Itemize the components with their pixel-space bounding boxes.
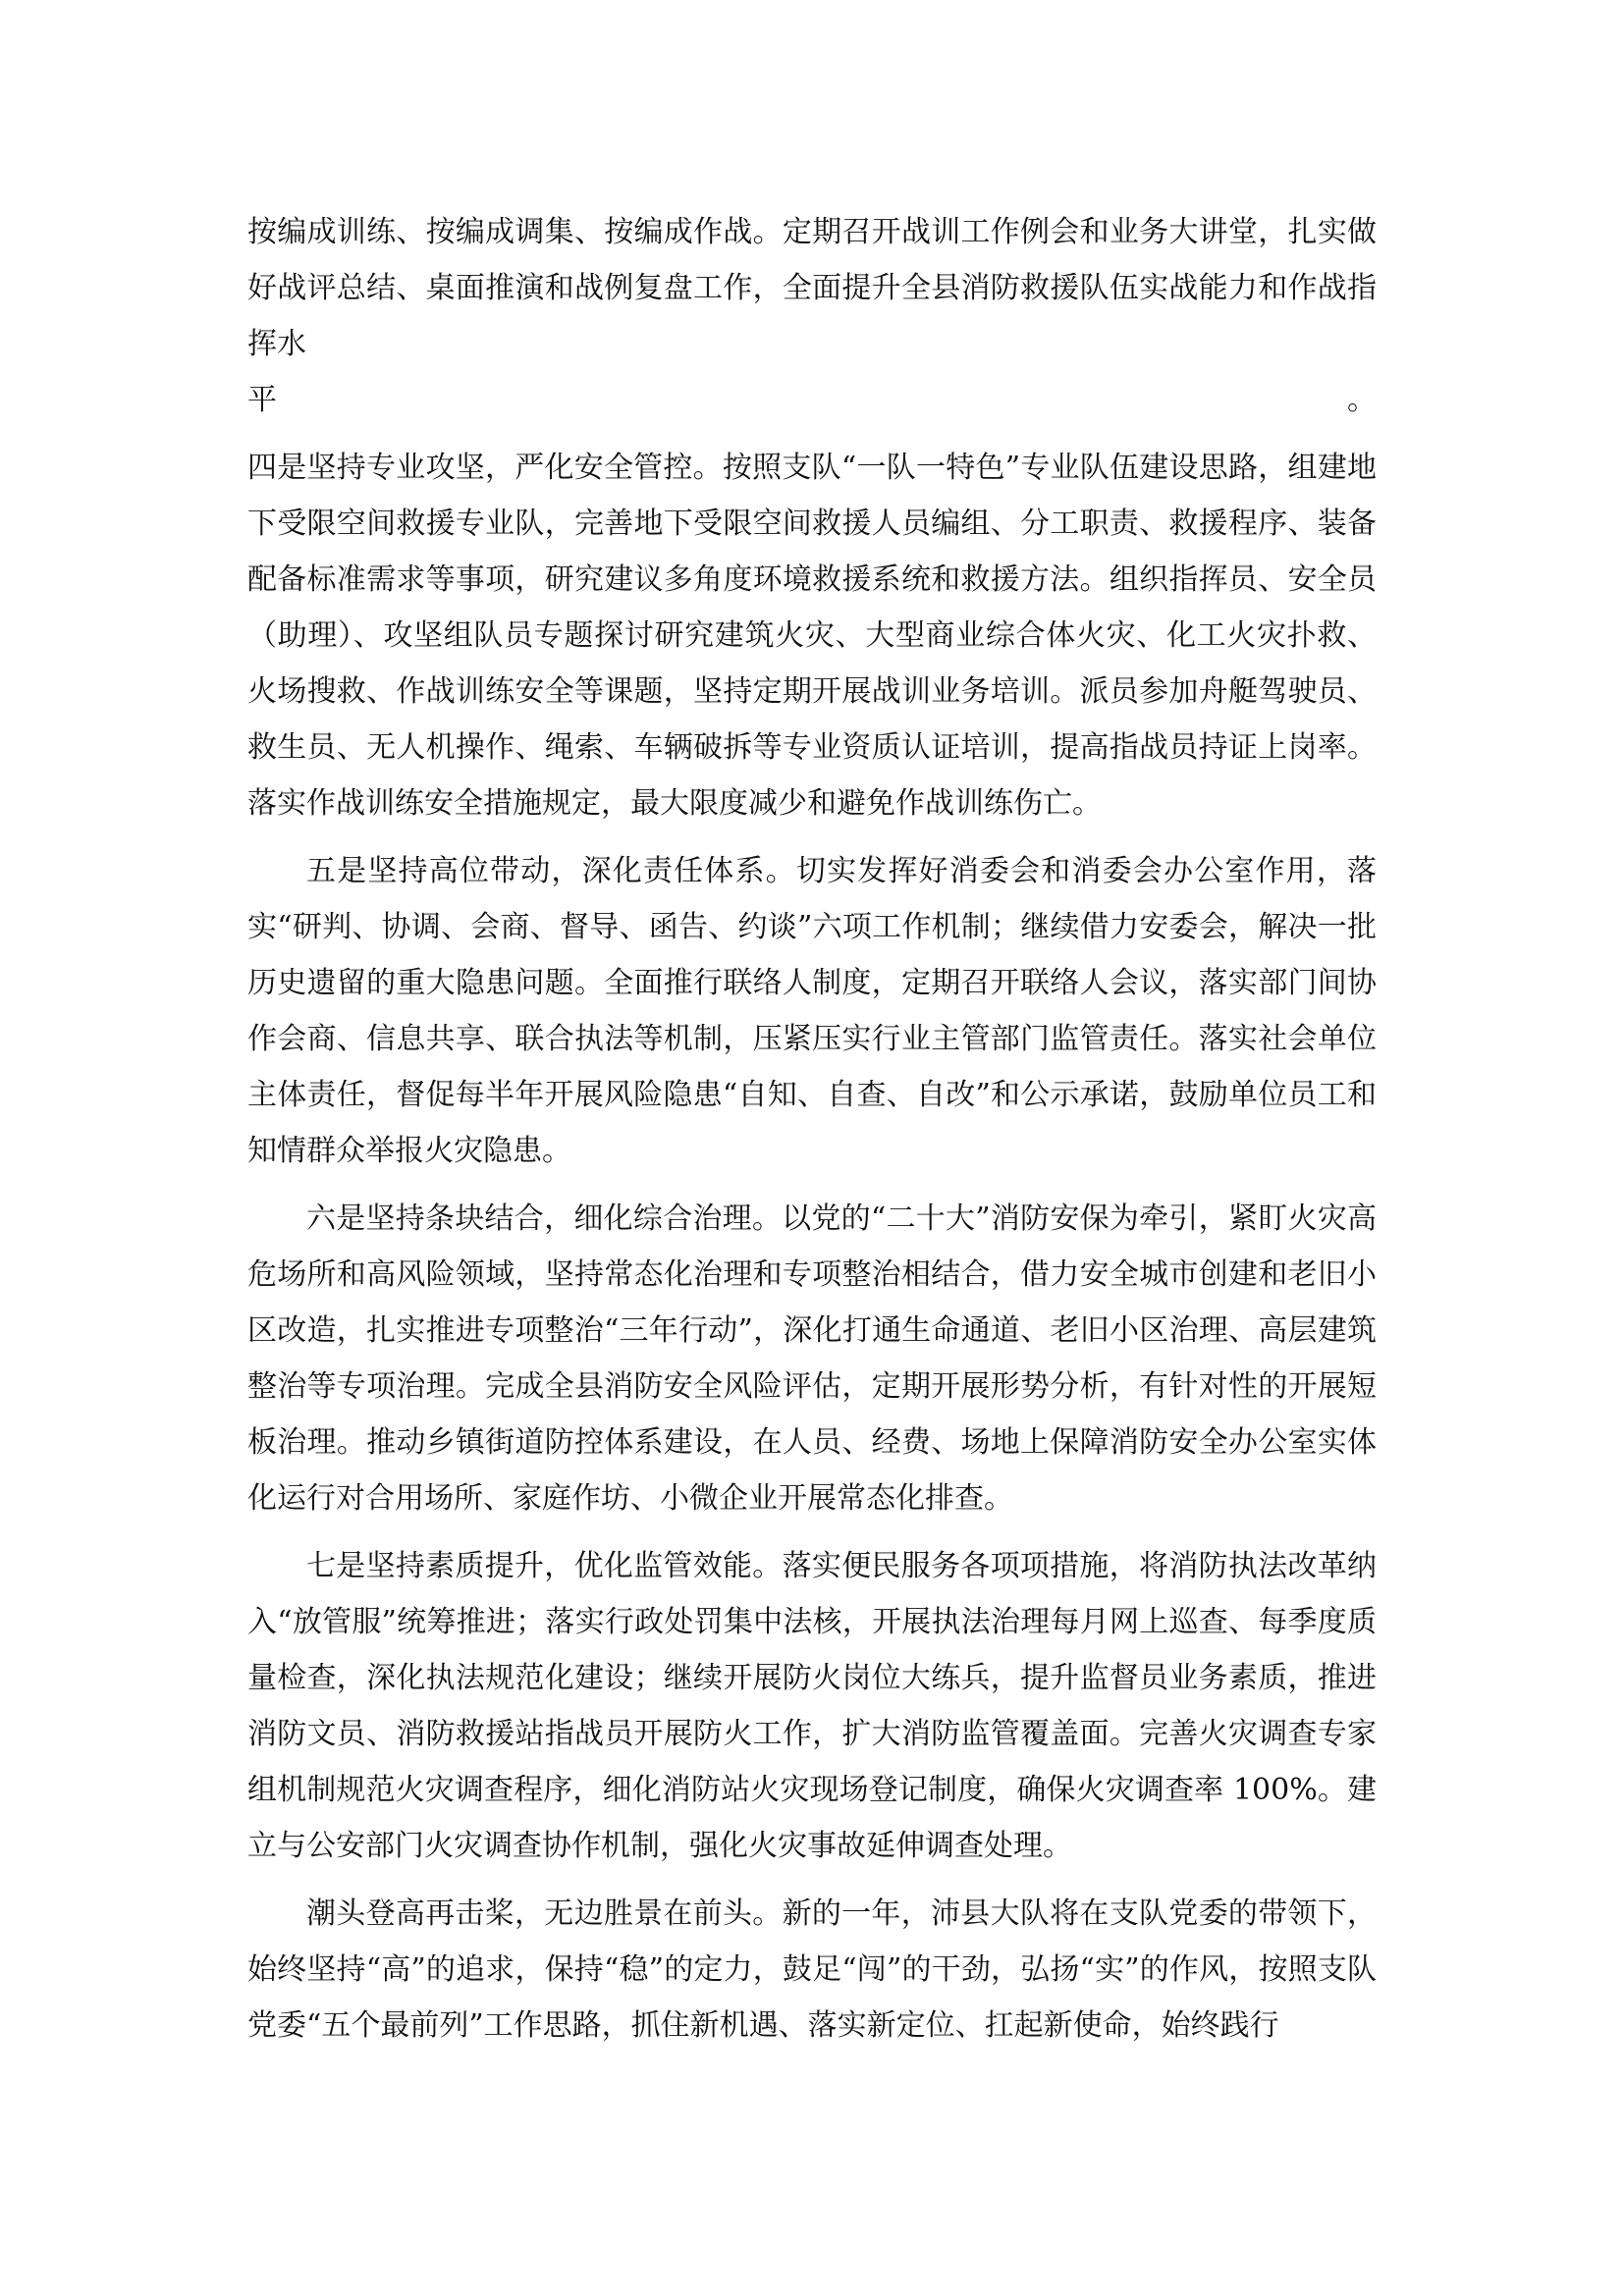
paragraph-six-comprehensive-governance: 六是坚持条块结合，细化综合治理。以党的“二十大”消防安保为牵引，紧盯火灾高危场所和高风险领域，坚持常态化治理和专项整治相结合，借力安全城市创建和老旧小区改造，扎实推进专项整治“三年行动”，深化打通生命通道、老旧小区治理、高层建筑整治等专项治理。完成全县消防安全风险评估，定期开展形势分析，有针对性的开展短板治理。推动乡镇街道防控体系建设，在人员、经费、场地上保障消防安全办公室实体化运行对合用场所、家庭作坊、小微企业开展常态化排查。 [247,1201,1377,1516]
paragraph-text: 按编成训练、按编成调集、按编成作战。定期召开战训工作例会和业务大讲堂，扎实做好战评总结、桌面推演和战例复盘工作，全面提升全县消防救援队伍实战能力和作战指挥水 [247,215,1377,361]
paragraph-continued-training [247,204,1377,428]
paragraph-four-specialized-rescue: 四是坚持专业攻坚，严化安全管控。按照支队“一队一特色”专业队伍建设思路，组建地下受限空间救援专业队，完善地下受限空间救援人员编组、分工职责、救援程序、装备配备标准需求等事项，研究建议多角度环境救援系统和救援方法。组织指挥员、安全员（助理）、攻坚组队员专题探讨研究建筑火灾、大型商业综合体火灾、化工火灾扑救、火场搜救、作战训练安全等课题，坚持定期开展战训业务培训。派员参加舟艇驾驶员、救生员、无人机操作、绳索、车辆破拆等专业资质认证培训，提高指战员持证上岗率。落实作战训练安全措施规定，最大限度减少和避免作战训练伤亡。 [247,451,1377,821]
paragraph-conclusion: 潮头登高再击桨，无边胜景在前头。新的一年，沛县大队将在支队党委的带领下，始终坚持“高”的追求，保持“稳”的定力，鼓足“闯”的干劲，弘扬“实”的作风，按照支队党委“五个最前列”工作思路，抓住新机遇、落实新定位、扛起新使命，始终践行 [247,1896,1377,2043]
paragraph-seven-supervision-efficiency: 七是坚持素质提升，优化监管效能。落实便民服务各项项措施，将消防执法改革纳入“放管服”统筹推进；落实行政处罚集中法核，开展执法治理每月网上巡查、每季度质量检查，深化执法规范化建设；继续开展防火岗位大练兵，提升监督员业务素质，推进消防文员、消防救援站指战员开展防火工作，扩大消防监管覆盖面。完善火灾调查专家组机制规范火灾调查程序，细化消防站火灾现场登记制度，确保火灾调查率 100%。建立与公安部门火灾调查协作机制，强化火灾事故延伸调查处理。 [247,1549,1377,1863]
document-body [247,204,1377,2054]
paragraph-tail-left: 平 [247,383,277,417]
paragraph-tail-right: 。 [1347,383,1377,417]
paragraph-five-responsibility-system: 五是坚持高位带动，深化责任体系。切实发挥好消委会和消委会办公室作用，落实“研判、协调、会商、督导、函告、约谈”六项工作机制；继续借力安委会，解决一批历史遗留的重大隐患问题。全面推行联络人制度，定期召开联络人会议，落实部门间协作会商、信息共享、联合执法等机制，压紧压实行业主管部门监管责任。落实社会单位主体责任，督促每半年开展风险隐患“自知、自查、自改”和公示承诺，鼓励单位员工和知情群众举报火灾隐患。 [247,854,1377,1168]
paragraph-tail-line [247,372,1377,428]
